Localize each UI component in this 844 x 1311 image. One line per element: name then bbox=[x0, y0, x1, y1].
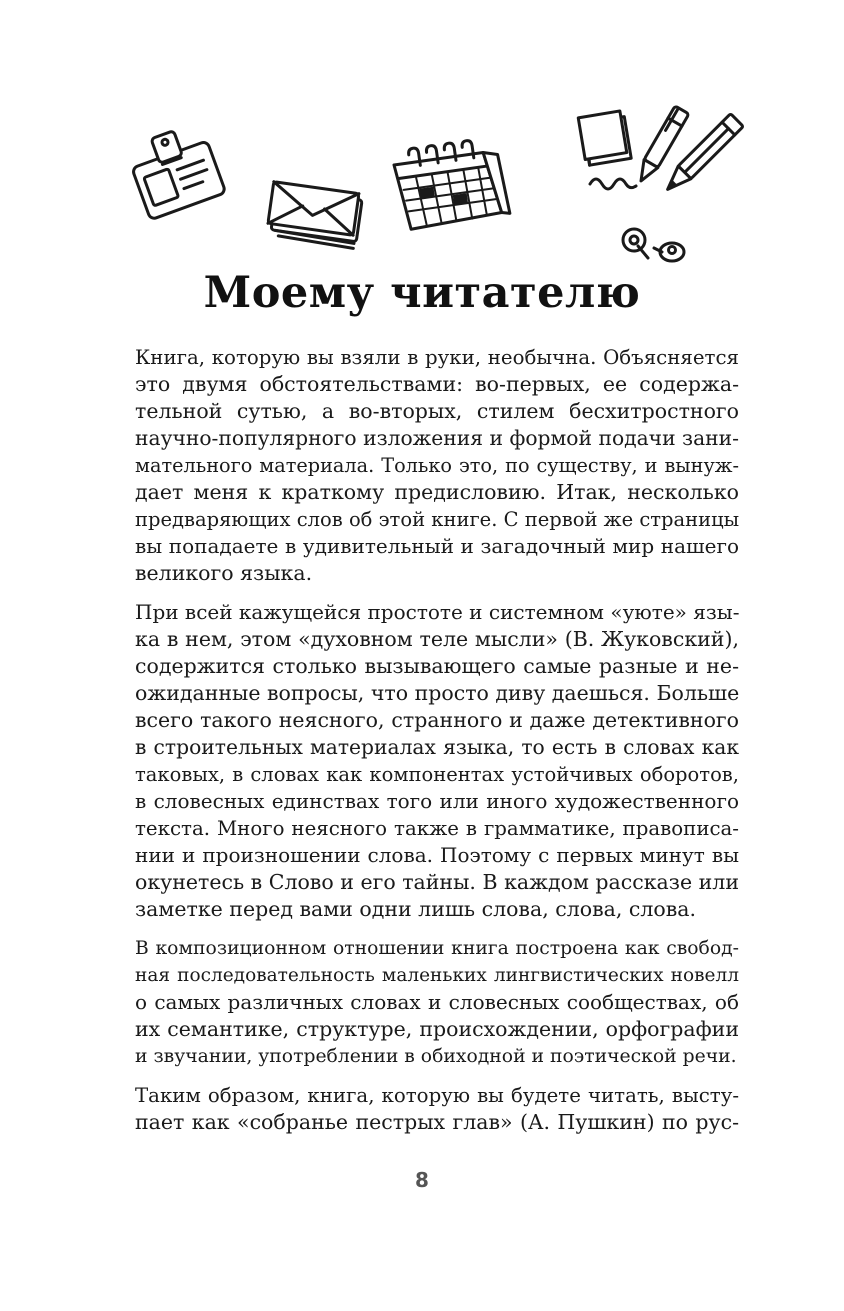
text-line: всего такого неясного, странного и даже детективного bbox=[135, 708, 739, 732]
text-line: ожиданные вопросы, что просто диву даешься. Больше bbox=[135, 681, 740, 705]
text-line: мательного материала. Только это, по существу, и вынуж- bbox=[135, 454, 739, 477]
text-line: содержится столько вызывающего самые разные и не- bbox=[135, 654, 739, 678]
text-line: в строительных материалах языка, то есть в словах как bbox=[135, 735, 739, 759]
text-line: При всей кажущейся простоте и системном «уюте» язы- bbox=[135, 600, 740, 624]
text-line: великого языка. bbox=[135, 561, 313, 585]
body-text bbox=[135, 344, 739, 1148]
pencil-icon bbox=[656, 112, 751, 197]
paragraph bbox=[135, 935, 739, 1070]
paragraph bbox=[135, 1082, 739, 1136]
text-line: нии и произношении слова. Поэтому с первых минут вы bbox=[135, 843, 739, 867]
paragraph bbox=[135, 599, 739, 923]
text-line: В композиционном отношении книга построена как свобод- bbox=[135, 938, 739, 959]
text-line: Книга, которую вы взяли в руки, необычна. Объясняется bbox=[135, 346, 739, 369]
text-line: и звучании, употреблении в обиходной и поэтической речи. bbox=[135, 1046, 737, 1067]
text-line: ная последовательность маленьких лингвистических новелл bbox=[135, 965, 739, 986]
text-line: в словесных единствах того или иного художественного bbox=[135, 789, 739, 813]
text-line: это двумя обстоятельствами: во-первых, ее содержа- bbox=[135, 372, 739, 396]
header-illustrations bbox=[0, 0, 844, 270]
text-line: тельной сутью, а во-вторых, стилем бесхитростного bbox=[135, 399, 739, 423]
page-number: 8 bbox=[415, 1168, 429, 1192]
text-line: предваряющих слов об этой книге. С первой же страницы bbox=[135, 508, 740, 531]
text-line: дает меня к краткому предисловию. Итак, несколько bbox=[135, 480, 739, 504]
text-line: пает как «собранье пестрых глав» (А. Пушкин) по рус- bbox=[135, 1110, 739, 1134]
text-line: Таким образом, книга, которую вы будете читать, высту- bbox=[135, 1084, 739, 1107]
text-line: заметке перед вами одни лишь слова, слова, слова. bbox=[135, 897, 696, 921]
envelopes-icon bbox=[262, 172, 372, 247]
calendar-icon bbox=[384, 140, 509, 235]
text-line: научно-популярного изложения и формой подачи зани- bbox=[135, 426, 739, 450]
text-line: ка в нем, этом «духовном теле мысли» (В. Жуковский), bbox=[135, 627, 739, 651]
pushpins-icon bbox=[620, 222, 695, 272]
text-line: окунетесь в Слово и его тайны. В каждом рассказе или bbox=[135, 870, 739, 894]
text-line: о самых различных словах и словесных сообществах, об bbox=[135, 990, 739, 1014]
text-line: вы попадаете в удивительный и загадочный мир нашего bbox=[135, 534, 739, 558]
page-title: Моему читателю bbox=[203, 268, 641, 318]
text-line: текста. Много неясного также в грамматике, правописа- bbox=[135, 817, 739, 840]
text-line: их семантике, структуре, происхождении, орфографии bbox=[135, 1017, 739, 1041]
badge-icon bbox=[128, 118, 228, 218]
paragraph bbox=[135, 344, 739, 587]
text-line: таковых, в словах как компонентах устойчивых оборотов, bbox=[135, 763, 739, 786]
